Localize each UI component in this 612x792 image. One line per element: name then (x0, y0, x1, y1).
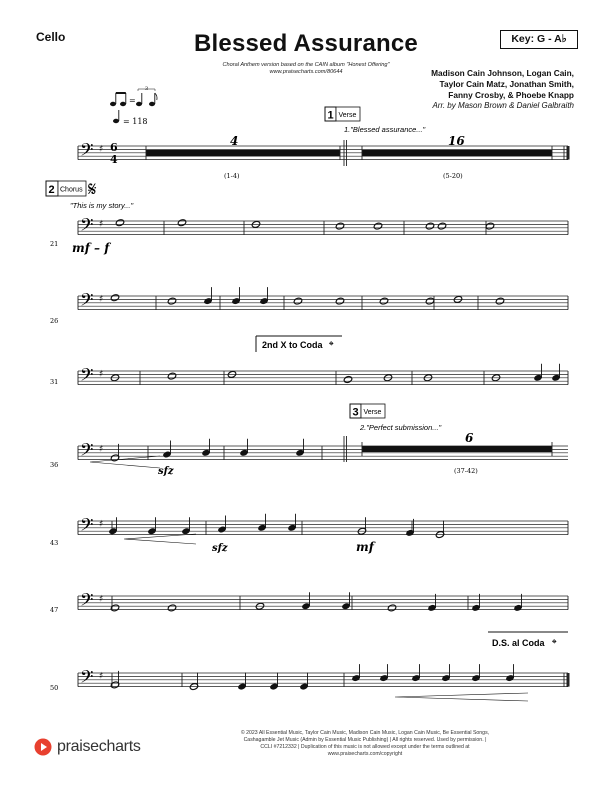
measure-number: 36 (50, 461, 59, 469)
note-head (437, 222, 446, 230)
measure-number: 31 (50, 378, 59, 386)
subtitle-line-2: www.praisecharts.com/80644 (269, 69, 343, 75)
note-head (335, 297, 344, 305)
quarter-note-icon (113, 119, 119, 123)
note-head (343, 376, 352, 384)
measure-range: (1-4) (224, 172, 240, 180)
note-head (177, 219, 186, 227)
multi-measure-rest (362, 446, 552, 452)
segno-icon: 𝄋 (88, 177, 97, 201)
note-head (425, 222, 434, 230)
measure-number: 47 (50, 606, 59, 614)
tempo-bpm: = 118 (123, 117, 148, 126)
praisecharts-logo (34, 737, 141, 757)
section-marker (350, 404, 385, 419)
key-signature-sharp: ♯ (99, 594, 104, 605)
measure-number: 21 (50, 240, 59, 248)
crescendo-hairpin (90, 456, 160, 468)
time-signature-bottom: 4 (110, 153, 118, 166)
praisecharts-play-icon (34, 738, 52, 756)
svg-text:=: = (129, 96, 136, 105)
section-name: Chorus (60, 186, 83, 194)
staff (78, 515, 568, 539)
system-5 (50, 404, 552, 477)
notes (108, 219, 560, 691)
key-signature-sharp: ♯ (99, 519, 104, 530)
note-head (387, 604, 396, 612)
rest-count: 6 (465, 431, 474, 445)
measure-range: (37-42) (454, 467, 478, 475)
bass-clef-icon: 𝄢 (80, 667, 94, 691)
staff (78, 667, 568, 691)
credits-line-1: Madison Cain Johnson, Logan Cain, (431, 68, 574, 78)
note-head (379, 297, 388, 305)
bass-clef-icon: 𝄢 (80, 365, 94, 389)
section-marker (46, 181, 86, 196)
system-3 (50, 317, 58, 325)
ds-al-coda-marker (488, 632, 568, 652)
rest-count: 4 (230, 134, 239, 148)
subtitle-line-1: Choral Anthem version based on the CAIN album "Honest Offering" (222, 62, 390, 68)
measure-number: 50 (50, 684, 59, 692)
time-signature-top: 6 (110, 141, 118, 154)
section-marker (325, 107, 360, 122)
crescendo-hairpin (395, 693, 528, 701)
note-head (485, 222, 494, 230)
section-number: 1 (327, 109, 334, 122)
section-name: Verse (363, 409, 382, 416)
note-head (110, 294, 119, 302)
arranger-credit: Arr. by Mason Brown & Daniel Galbraith (432, 101, 574, 110)
staff (78, 290, 568, 314)
swing-eighths-icon (110, 86, 157, 106)
system-4 (50, 336, 342, 386)
multi-measure-rest (362, 150, 552, 156)
note-head (495, 297, 504, 305)
section-number: 3 (352, 406, 359, 419)
note-head (425, 297, 434, 305)
bass-clef-icon: 𝄢 (80, 515, 94, 539)
crescendo-hairpin (124, 534, 196, 544)
note-head (373, 222, 382, 230)
system-7 (50, 606, 58, 614)
song-title: Blessed Assurance (194, 30, 418, 57)
note-head (167, 297, 176, 305)
key-signature-sharp: ♯ (99, 144, 104, 155)
coda-icon: 𝄌 (552, 637, 557, 652)
rest-count: 16 (448, 134, 465, 148)
lyric-cue: 2."Perfect submission..." (360, 423, 442, 432)
system-1 (80, 107, 552, 180)
measure-number: 43 (50, 539, 59, 547)
ds-instruction: D.S. al Coda (492, 638, 545, 648)
brand-name: praisecharts (57, 738, 141, 755)
dynamic-marking: sfz (158, 466, 174, 477)
instrument-name: Cello (36, 30, 66, 44)
copyright-line-3: CCLI #7212332 | Duplication of this music is not allowed except under the terms outlined at (260, 744, 470, 750)
tempo-marking (110, 86, 157, 126)
key-signature-sharp: ♯ (99, 294, 104, 305)
bass-clef-icon: 𝄢 (80, 215, 94, 239)
key-signature-sharp: ♯ (99, 369, 104, 380)
section-number: 2 (48, 184, 55, 196)
note-head (167, 372, 176, 380)
system-8 (50, 632, 568, 701)
bass-clef-icon: 𝄢 (80, 590, 94, 614)
staff (78, 365, 568, 389)
credits-line-3: Fanny Crosby, & Phoebe Knapp (448, 90, 574, 100)
coda-marker (256, 336, 342, 354)
copyright-line-4: www.praisecharts.com/copyright (327, 751, 403, 757)
coda-instruction: 2nd X to Coda (262, 340, 323, 350)
key-signature-sharp: ♯ (99, 444, 104, 455)
section-name: Verse (338, 112, 357, 119)
dynamic-marking: mf – f (72, 241, 110, 255)
note-head (115, 219, 124, 227)
dynamic-marking: mf (356, 540, 374, 554)
note-head (335, 222, 344, 230)
multi-measure-rest (146, 150, 340, 156)
note-head (293, 297, 302, 305)
triplet-number: 3 (145, 86, 149, 92)
bass-clef-icon: 𝄢 (80, 290, 94, 314)
copyright-notice (150, 730, 580, 758)
staves (78, 145, 568, 692)
measure-range: (5-20) (443, 172, 463, 180)
coda-icon: 𝄌 (329, 339, 334, 354)
credits-line-2: Taylor Cain Matz, Jonathan Smith, (439, 79, 574, 89)
lyric-cue: "This is my story..." (70, 201, 134, 210)
copyright-line-2: Cashagamble Jet Music (Admin by Essential Music Publishing) | All rights reserved. Used by permission. | (243, 737, 487, 743)
key-signature-sharp: ♯ (99, 219, 104, 230)
note-head (167, 604, 176, 612)
lyric-cue: 1."Blessed assurance..." (344, 125, 426, 134)
copyright-line-1: © 2023 All Essential Music, Taylor Cain Music, Madison Cain Music, Logan Cain Music, Be Essential Songs, (240, 730, 490, 736)
bass-clef-icon: 𝄢 (80, 140, 94, 164)
staff (78, 590, 568, 614)
staff (78, 215, 568, 239)
key-badge: Key: G - A♭ (500, 30, 578, 49)
measure-number: 26 (50, 317, 59, 325)
dynamic-marking: sfz (212, 543, 228, 554)
bass-clef-icon: 𝄢 (80, 440, 94, 464)
system-6 (50, 534, 376, 554)
key-signature-sharp: ♯ (99, 671, 104, 682)
